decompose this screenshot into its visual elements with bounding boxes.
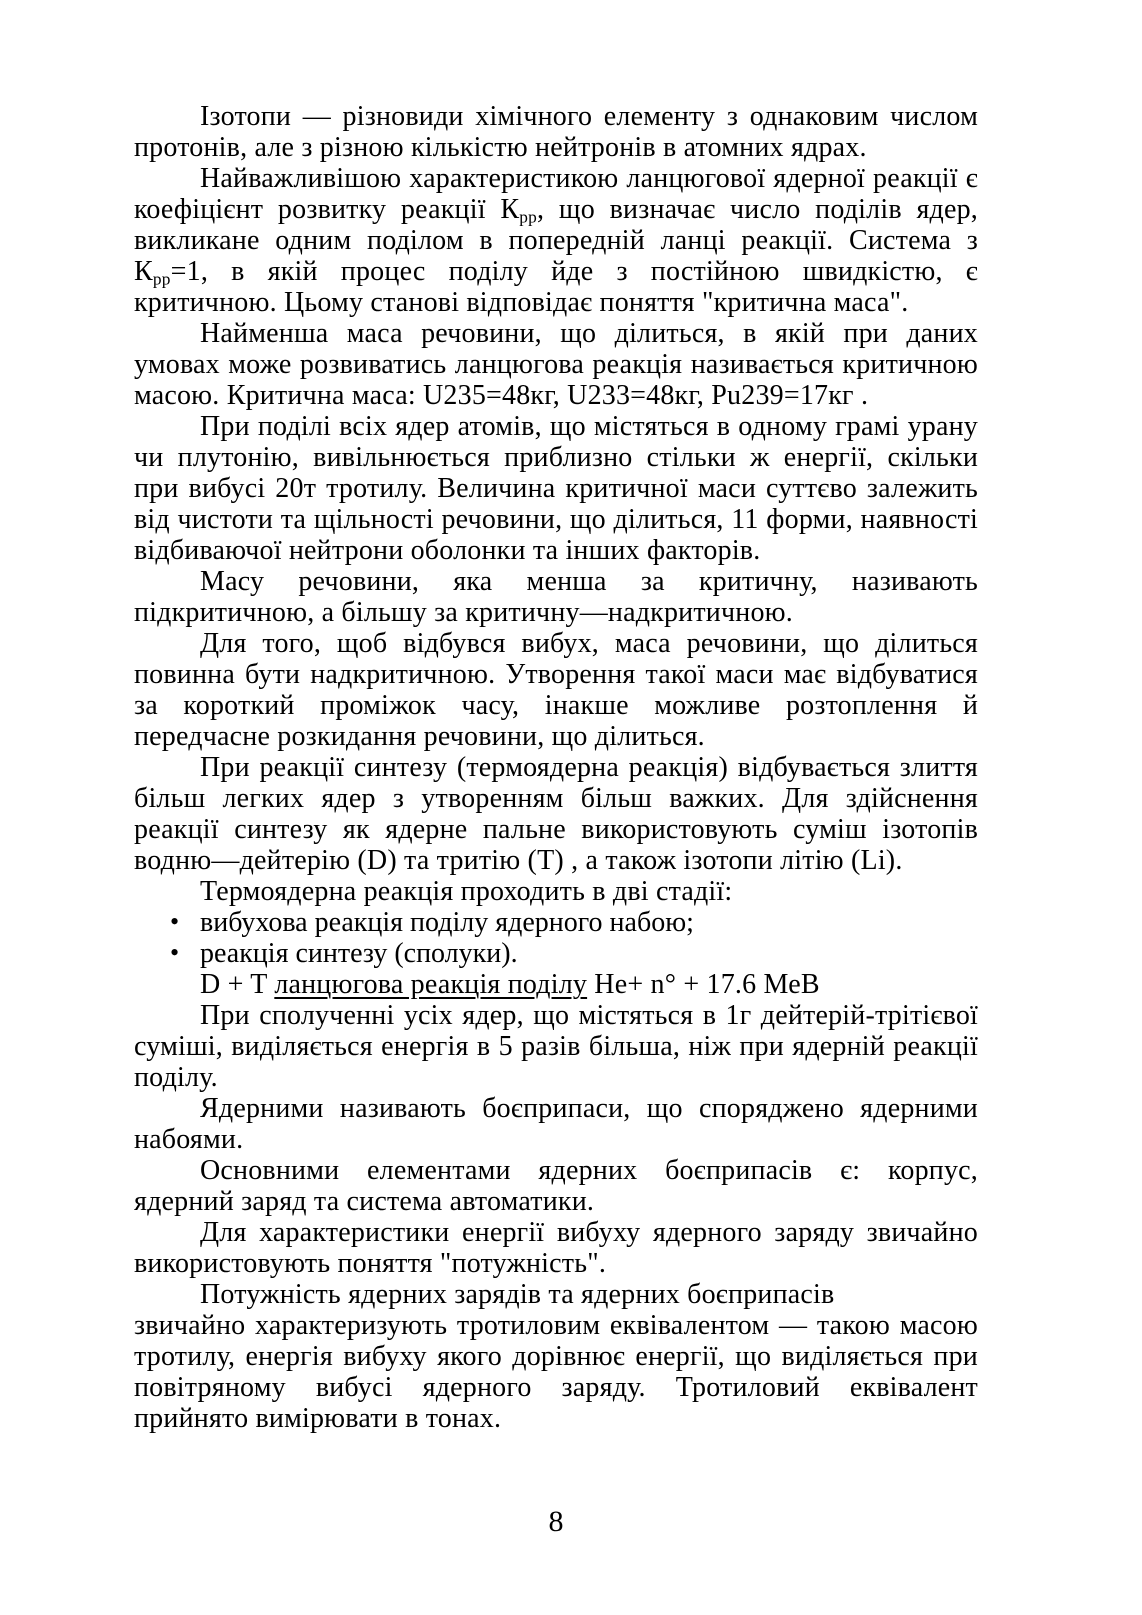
para-power-heading-line: Потужність ядерних зарядів та ядерних боєприпасів (200, 1279, 835, 1310)
formula-dt-reaction (134, 969, 978, 1000)
para-dt-energy: При сполученні усіх ядер, що містяться в 1г дейтерій-трітієвої суміші, виділяється енергія в 5 разів більша, ніж при ядерній реакції поділу. (134, 1000, 978, 1093)
para-fission-energy: При поділі всіх ядер атомів, що містяться в одному грамі урану чи плутонію, вивільнюється приблизно стільки ж енергії, скільки при вибусі 20т тротилу. Величина критичної маси суттєво залежить від чистоти та щільності речовини, що ділиться, 11 форми, наявності відбиваючої нейтрони оболонки та інших факторів. (134, 411, 978, 566)
text-block (134, 101, 978, 1434)
formula-left: D + T (200, 969, 275, 1000)
bullet-icon: • (170, 907, 180, 936)
para-text: Найважливішою характеристикою ланцюгової ядерної реакції є коефіцієнт розвитку реакції К (134, 163, 978, 225)
para-power-concept: Для характеристики енергії вибуху ядерного заряду звичайно використовують поняття "потужність". (134, 1217, 978, 1279)
para-tnt-equivalent: звичайно характеризують тротиловим еквівалентом — такою масою тротилу, енергія вибуху якого дорівнює енергії, що виділяється при повітряному вибусі ядерного заряду. Тротиловий еквівалент прийнято вимірювати в тонах. (134, 1310, 978, 1434)
bullet-list (134, 907, 978, 969)
para-chain-reaction-coefficient (134, 163, 978, 318)
para-text: =1, в якій процес поділу йде з постійною швидкістю, є критичною. Цьому станові відповідає поняття "критична маса". (134, 256, 978, 318)
bullet-item-fission (134, 907, 978, 938)
formula-right: He+ n° + 17.6 МеВ (587, 969, 820, 1000)
para-fusion-reaction: При реакції синтезу (термоядерна реакція) відбувається злиття більш легких ядер з утворенням більш важких. Для здійснення реакції синтезу як ядерне пальне використовують суміш ізотопів водню—дейтерію (D) та тритію (Т) , а також ізотопи літію (Li). (134, 752, 978, 876)
formula-underlined-label: ланцюгова реакція поділу (274, 969, 588, 1000)
para-nuclear-munitions: Ядерними називають боєприпаси, що споряджено ядерними набоями. (134, 1093, 978, 1155)
para-thermonuclear-stages: Термоядерна реакція проходить в дві стадії: (200, 876, 733, 907)
para-munition-elements: Основними елементами ядерних боєприпасів є: корпус, ядерний заряд та система автоматики. (134, 1155, 978, 1217)
page-number: 8 (548, 1505, 564, 1538)
para-explosion-condition: Для того, щоб відбувся вибух, маса речовини, що ділиться повинна бути надкритичною. Утворення такої маси має відбуватися за короткий проміжок часу, інакше можливе розтоплення й передчасне розкидання речовини, що ділиться. (134, 628, 978, 752)
subscript-krr: рр (152, 269, 171, 289)
bullet-item-fusion (134, 938, 978, 969)
para-text: , що визначає число поділів ядер, викликане одним поділом в попередній ланці реакції. Система з К (134, 194, 978, 287)
para-subcritical-supercritical: Масу речовини, яка менша за критичну, називають підкритичною, а більшу за критичну—надкритичною. (134, 566, 978, 628)
bullet-text: вибухова реакція поділу ядерного набою; (200, 907, 694, 938)
subscript-krr: рр (519, 207, 538, 227)
para-critical-mass: Найменша маса речовини, що ділиться, в якій при даних умовах може розвиватись ланцюгова реакція називається критичною масою. Критична маса: U235=48кг, U233=48кг, Pu239=17кг . (134, 318, 978, 411)
bullet-text: реакція синтезу (сполуки). (200, 938, 518, 969)
bullet-icon: • (170, 938, 180, 967)
para-isotopes: Ізотопи — різновиди хімічного елементу з однаковим числом протонів, але з різною кількістю нейтронів в атомних ядрах. (134, 101, 978, 163)
